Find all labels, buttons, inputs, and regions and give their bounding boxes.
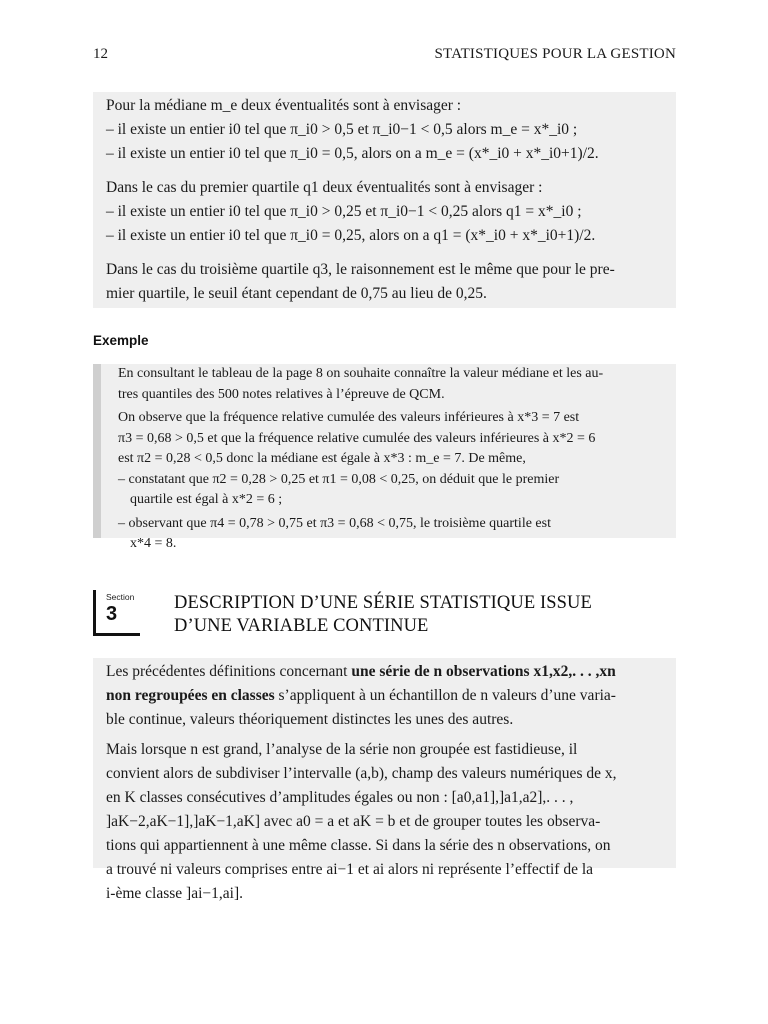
quartiles-box	[93, 92, 676, 308]
page-number: 12	[93, 46, 108, 62]
mediane-case-1: – il existe un entier i0 tel que π_i0 > 0,5 et π_i0−1 < 0,5 alors m_e = x*_i0 ;	[106, 121, 578, 138]
running-title: STATISTIQUES POUR LA GESTION	[434, 46, 676, 62]
section-body	[93, 658, 676, 902]
p2-line-6: a trouvé ni valeurs comprises entre ai−1 et ai alors ni représente l’effectif de la	[106, 861, 594, 878]
exemple-box	[93, 364, 676, 551]
exemple-text	[118, 364, 666, 555]
p1-line-2a: non regroupées en classes	[106, 687, 275, 704]
exemple-sidebar-rule	[93, 364, 101, 538]
mediane-block	[106, 94, 660, 166]
p2-line-7: i-ème classe ]ai−1,ai].	[106, 885, 243, 902]
page-header	[93, 46, 676, 63]
paragraph-1	[106, 660, 660, 732]
mediane-case-2: – il existe un entier i0 tel que π_i0 = 0,5, alors on a m_e = (x*_i0 + x*_i0+1)/2.	[106, 145, 599, 162]
exemple-line-9: x*4 = 8.	[130, 536, 177, 551]
q3-block	[106, 258, 660, 306]
p2-line-2: convient alors de subdiviser l’intervalle (a,b), champ des valeurs numériques de x,	[106, 765, 617, 782]
exemple-line-1: En consultant le tableau de la page 8 on souhaite connaître la valeur médiane et les au-	[118, 366, 604, 381]
section-badge	[93, 590, 140, 636]
p2-line-5: tions qui appartiennent à une même classe. Si dans la série des n observations, on	[106, 837, 611, 854]
exemple-line-4: π3 = 0,68 > 0,5 et que la fréquence relative cumulée des valeurs inférieures à x*2 = 6	[118, 430, 596, 446]
p2-line-3: en K classes consécutives d’amplitudes égales ou non : [a0,a1],]a1,a2],. . . ,	[106, 789, 574, 806]
mediane-intro: Pour la médiane m_e deux éventualités sont à envisager :	[106, 97, 462, 114]
section-title	[174, 592, 654, 638]
q1-case-1: – il existe un entier i0 tel que π_i0 > 0,25 et π_i0−1 < 0,25 alors q1 = x*_i0 ;	[106, 203, 582, 220]
exemple-line-6: – constatant que π2 = 0,28 > 0,25 et π1 = 0,08 < 0,25, on déduit que le premier	[118, 471, 560, 487]
p1-line-1a: Les précédentes définitions concernant	[106, 663, 352, 680]
q3-line-1: Dans le cas du troisième quartile q3, le raisonnement est le même que pour le pre-	[106, 261, 615, 278]
exemple-line-2: tres quantiles des 500 notes relatives à l’épreuve de QCM.	[118, 386, 445, 402]
section-title-line-2: D’UNE VARIABLE CONTINUE	[174, 616, 429, 636]
q1-intro: Dans le cas du premier quartile q1 deux éventualités sont à envisager :	[106, 179, 543, 196]
q3-line-2: mier quartile, le seuil étant cependant de 0,75 au lieu de 0,25.	[106, 285, 487, 302]
exemple-line-7: quartile est égal à x*2 = 6 ;	[130, 492, 283, 507]
section-number: 3	[106, 603, 118, 625]
q1-block	[106, 176, 660, 248]
exemple-line-5: est π2 = 0,28 < 0,5 donc la médiane est égale à x*3 : m_e = 7. De même,	[118, 451, 526, 466]
q1-case-2: – il existe un entier i0 tel que π_i0 = 0,25, alors on a q1 = (x*_i0 + x*_i0+1)/2.	[106, 227, 596, 244]
section-title-line-1: DESCRIPTION D’UNE SÉRIE STATISTIQUE ISSUE	[174, 593, 592, 613]
section-label: Section	[106, 592, 135, 602]
exemple-line-8: – observant que π4 = 0,78 > 0,75 et π3 = 0,68 < 0,75, le troisième quartile est	[118, 515, 551, 531]
exemple-heading: Exemple	[93, 333, 149, 348]
paragraph-2	[106, 738, 660, 906]
p1-line-3: ble continue, valeurs théoriquement distinctes les unes des autres.	[106, 711, 514, 728]
p1-line-2b: s’appliquent à un échantillon de n valeurs d’une varia-	[274, 687, 616, 704]
p2-line-1: Mais lorsque n est grand, l’analyse de la série non groupée est fastidieuse, il	[106, 741, 578, 758]
p1-line-1b: une série de n observations x1,x2,. . . ,xn	[351, 663, 616, 680]
p2-line-4: ]aK−2,aK−1],]aK−1,aK] avec a0 = a et aK = b et de grouper toutes les observa-	[106, 813, 601, 830]
exemple-line-3: On observe que la fréquence relative cumulée des valeurs inférieures à x*3 = 7 est	[118, 410, 580, 425]
